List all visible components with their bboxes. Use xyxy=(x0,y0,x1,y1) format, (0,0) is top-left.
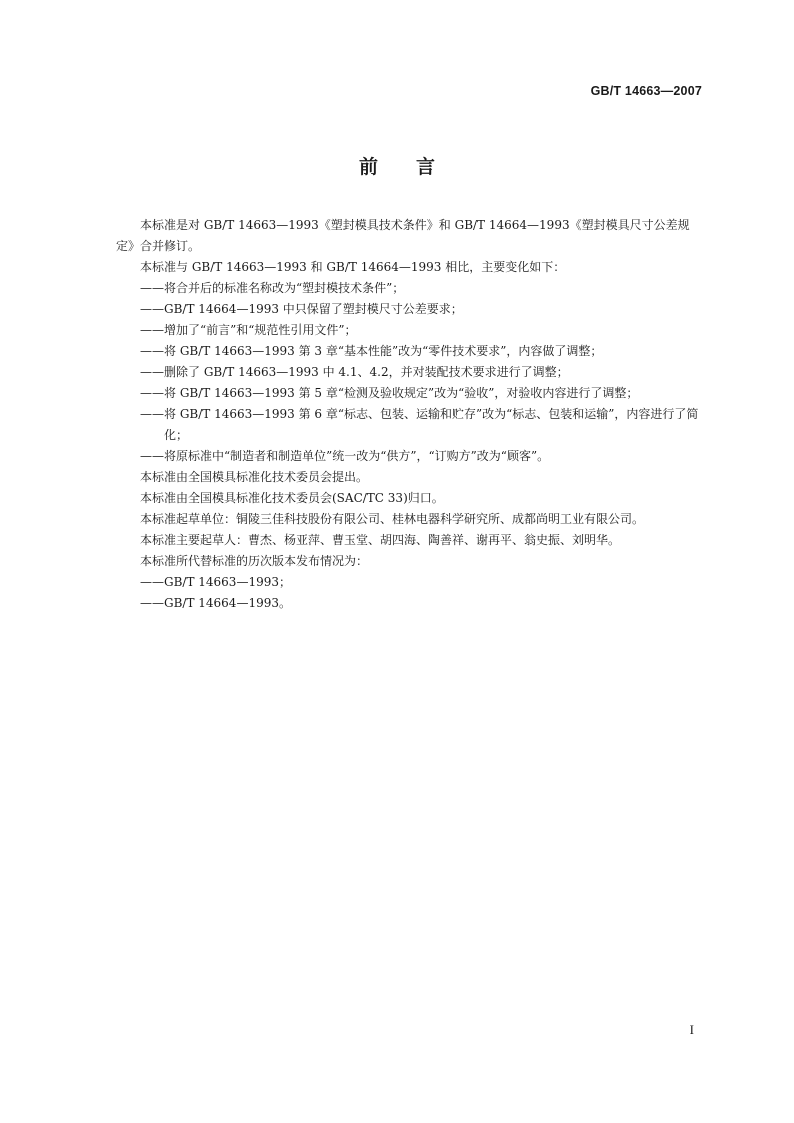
change-item: ——GB/T 14664—1993 中只保留了塑封模尺寸公差要求； xyxy=(140,302,463,316)
paragraph-proposed-by: 本标准由全国模具标准化技术委员会提出。 xyxy=(140,470,369,484)
paragraph-history-intro: 本标准所代替标准的历次版本发布情况为： xyxy=(140,554,369,568)
page-number: I xyxy=(689,1022,694,1037)
page-title: 前言 xyxy=(358,156,473,178)
change-item: ——将合并后的标准名称改为“塑封模技术条件”； xyxy=(140,281,405,295)
history-item: ——GB/T 14664—1993。 xyxy=(140,596,291,610)
change-item: ——将 GB/T 14663—1993 第 3 章“基本性能”改为“零件技术要求”，内容做了调整； xyxy=(140,344,603,358)
change-item: ——增加了“前言”和“规范性引用文件”； xyxy=(140,323,357,337)
history-item: ——GB/T 14663—1993； xyxy=(140,575,291,589)
paragraph-intro: 本标准是对 GB/T 14663—1993《塑封模具技术条件》和 GB/T 14664—1993《塑封模具尺寸公差规定》合并修订。 xyxy=(116,218,690,253)
paragraph-drafting-units: 本标准起草单位：铜陵三佳科技股份有限公司、桂林电器科学研究所、成都尚明工业有限公司。 xyxy=(140,512,645,526)
change-item: ——将 GB/T 14663—1993 第 5 章“检测及验收规定”改为“验收”，对验收内容进行了调整； xyxy=(140,386,639,400)
change-item: ——将 GB/T 14663—1993 第 6 章“标志、包装、运输和贮存”改为“标志、包装和运输”，内容进行了简化； xyxy=(140,407,699,442)
standard-number: GB/T 14663—2007 xyxy=(590,84,702,98)
paragraph-drafters: 本标准主要起草人：曹杰、杨亚萍、曹玉堂、胡四海、陶善祥、谢再平、翁史振、刘明华。 xyxy=(140,533,621,547)
paragraph-changes-intro: 本标准与 GB/T 14663—1993 和 GB/T 14664—1993 相比，主要变化如下： xyxy=(140,260,566,274)
change-item: ——将原标准中“制造者和制造单位”统一改为“供方”，“订购方”改为“顾客”。 xyxy=(140,449,550,463)
change-item: ——删除了 GB/T 14663—1993 中 4.1、4.2，并对装配技术要求进行了调整； xyxy=(140,365,569,379)
foreword-body xyxy=(116,215,704,614)
paragraph-under-jurisdiction: 本标准由全国模具标准化技术委员会(SAC/TC 33)归口。 xyxy=(140,491,444,505)
